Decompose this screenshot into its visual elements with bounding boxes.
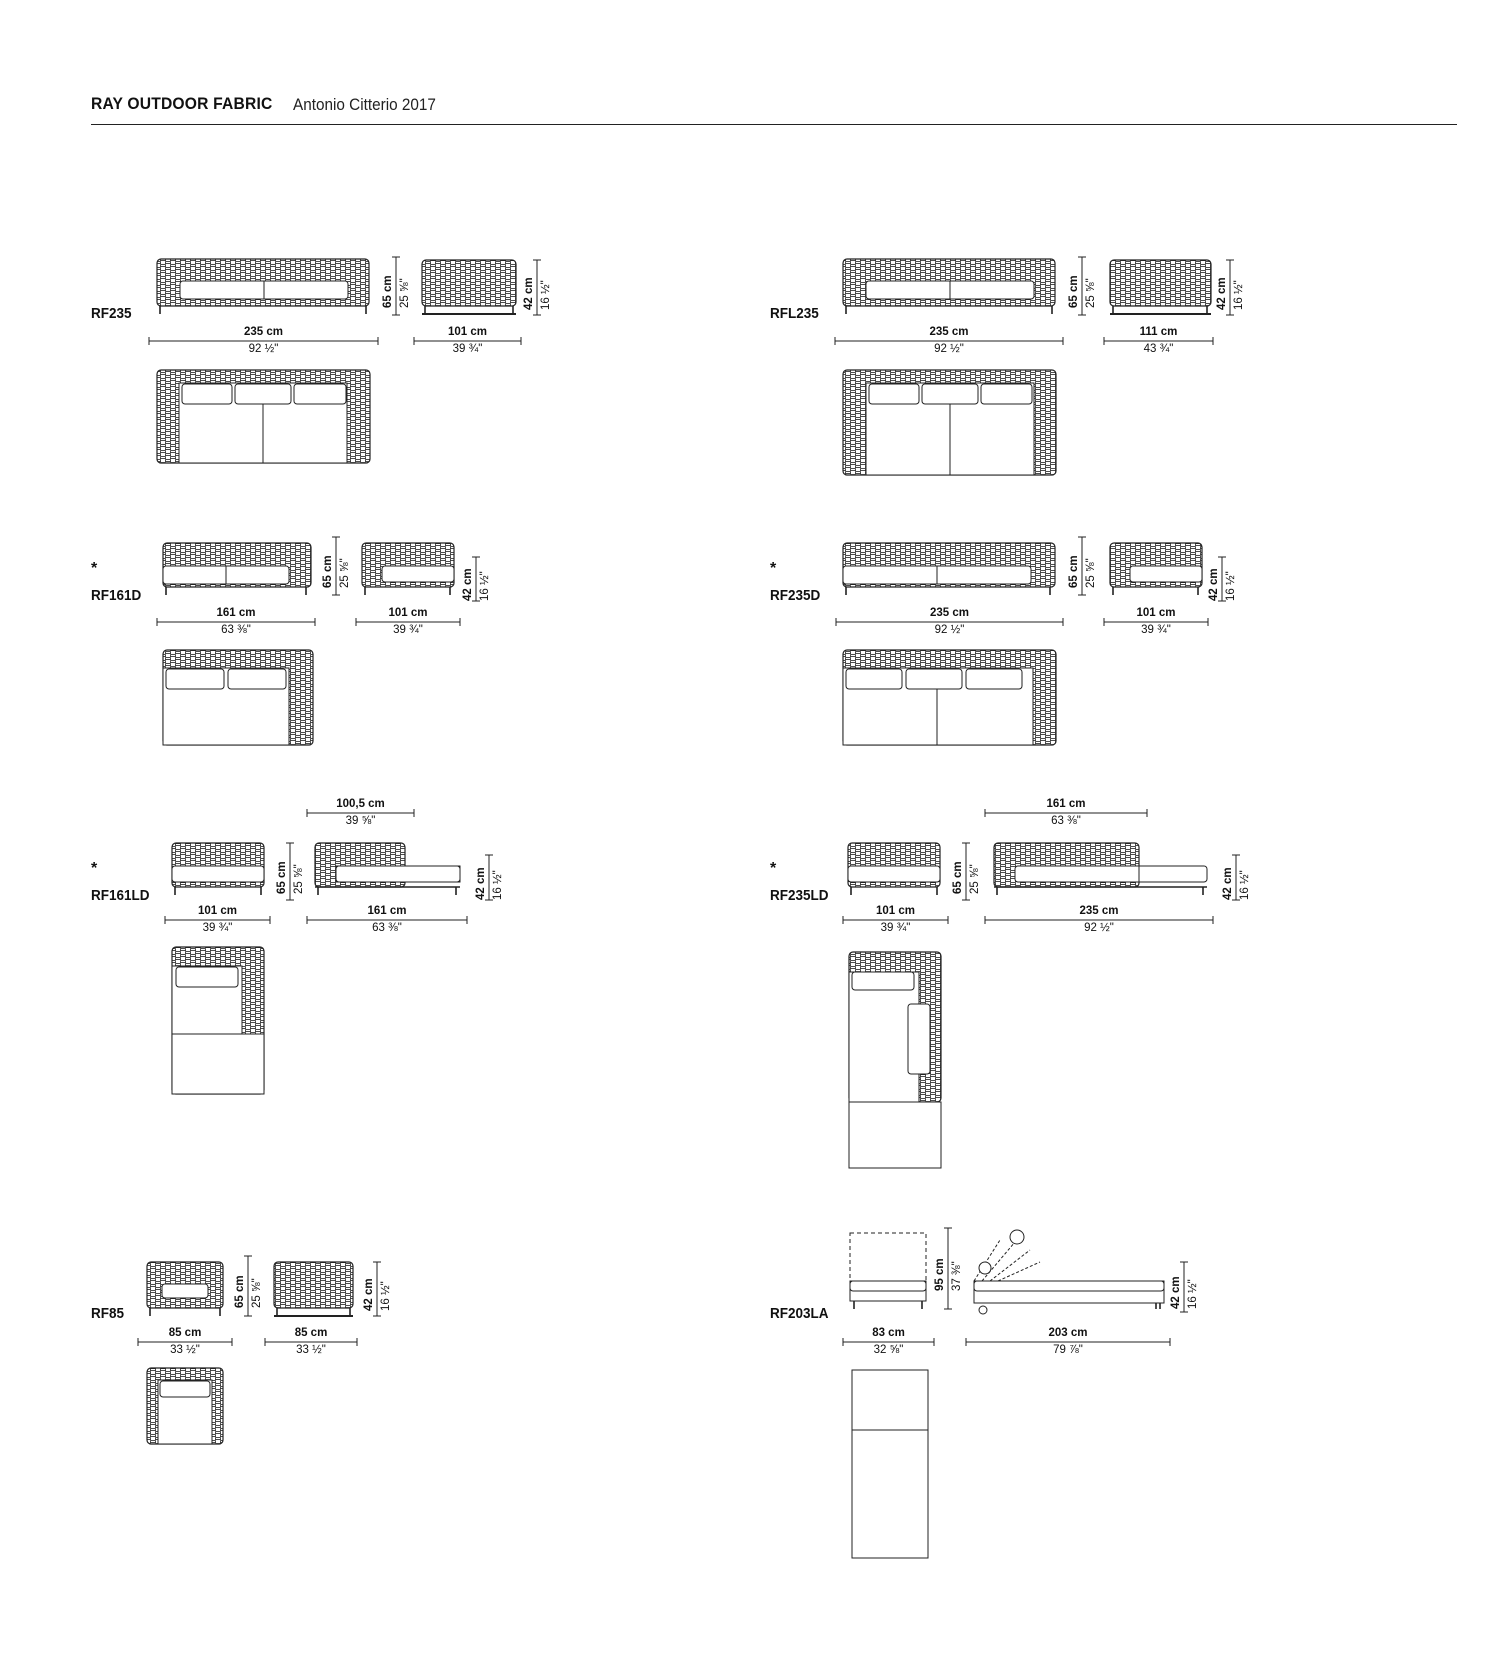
vertical-dimension-cm	[234, 1275, 246, 1308]
dim-in: 39 ⅝"	[345, 815, 376, 827]
dimension-label-cm	[836, 607, 1063, 619]
dim-cm: 101 cm	[1136, 607, 1176, 619]
vertical-dimension-in	[1233, 280, 1245, 310]
dim-in: 16 ½"	[1239, 869, 1251, 900]
dim-cm: 83 cm	[872, 1327, 905, 1339]
back-cushion	[176, 967, 238, 987]
model-code-text: RF235LD	[770, 887, 829, 904]
asterisk-note	[91, 560, 97, 578]
back-cushion	[846, 669, 902, 689]
dim-cm: 161 cm	[216, 607, 256, 619]
dim-cm: 65 cm	[276, 860, 288, 894]
dim-in: 43 ¾"	[1143, 343, 1174, 355]
dim-cm: 85 cm	[294, 1327, 328, 1339]
vertical-dimension-cm	[1170, 1276, 1182, 1309]
dimension-label-cm	[843, 905, 948, 917]
vertical-dimension-in	[293, 864, 305, 894]
dim-in: 63 ⅜"	[372, 922, 402, 934]
dim-cm: 65 cm	[382, 275, 394, 308]
vertical-dimension-in	[1187, 1279, 1199, 1309]
dimension-label-in	[414, 343, 521, 355]
dimension-label-cm	[265, 1327, 357, 1339]
vertical-dimension-in	[399, 278, 411, 308]
vertical-dimension-cm	[1068, 275, 1080, 308]
dim-cm: 42 cm	[523, 276, 535, 310]
dimension-label-in	[265, 1344, 357, 1356]
dimension-label-in	[157, 624, 315, 636]
dim-in: 39 ¾"	[393, 624, 423, 636]
back-cushion	[981, 384, 1032, 404]
dim-cm: 101 cm	[388, 607, 428, 619]
dimension-label-in	[966, 1344, 1170, 1356]
wheel	[979, 1306, 987, 1314]
vertical-dimension-in	[251, 1278, 263, 1308]
back-cushion	[852, 972, 914, 990]
dim-in: 16 ½"	[380, 1281, 392, 1311]
dim-in: 16 ½"	[479, 571, 491, 601]
vertical-dimension-cm	[462, 568, 474, 601]
model-code-text: RF161LD	[91, 887, 150, 904]
dimension-label-in	[985, 922, 1213, 934]
dim-cm: 161 cm	[367, 905, 407, 917]
vertical-dimension-cm	[322, 555, 334, 588]
dim-in: 25 ⅝"	[1085, 558, 1097, 588]
dimension-label-cm	[985, 798, 1147, 810]
dimension-label-cm	[149, 326, 378, 338]
model-code	[91, 587, 141, 604]
vertical-dimension-in	[1085, 558, 1097, 588]
dim-cm: 42 cm	[1170, 1276, 1182, 1309]
dim-cm: 101 cm	[447, 326, 487, 338]
dimension-label-cm	[1104, 326, 1213, 338]
dim-in: 92 ½"	[934, 624, 965, 636]
asterisk-note	[91, 860, 97, 878]
page-header	[91, 92, 1457, 125]
dim-cm: 235 cm	[1079, 905, 1119, 917]
model-code-text: RF235	[91, 305, 132, 322]
dimension-label-cm	[307, 905, 467, 917]
dim-cm: 42 cm	[475, 866, 487, 900]
model-code	[91, 305, 132, 322]
seat-cushion	[1130, 566, 1202, 582]
model-code-text: RF235D	[770, 587, 821, 604]
dimension-label-cm	[307, 798, 414, 810]
seat-cushion	[162, 1284, 208, 1298]
back-cushion	[160, 1381, 210, 1397]
dim-in: 92 ½"	[1084, 922, 1114, 934]
model-code	[770, 1305, 829, 1322]
vertical-dimension-cm	[952, 861, 964, 894]
model-code	[770, 305, 819, 322]
dim-in: 63 ⅜"	[221, 624, 251, 636]
vertical-dimension-cm	[475, 867, 487, 900]
seat-area	[172, 1034, 264, 1094]
vertical-dimension-cm	[363, 1278, 375, 1311]
dimension-label-in	[307, 815, 414, 827]
dimension-label-in	[1104, 624, 1208, 636]
seat-cushion	[848, 866, 940, 882]
vertical-dimension-cm	[934, 1258, 946, 1291]
vertical-dimension-cm	[276, 861, 288, 894]
collection-title: RAY OUTDOOR FABRIC	[91, 94, 273, 113]
dimension-label-in	[836, 624, 1063, 636]
sofa-side-elevation	[422, 260, 516, 306]
seat-cushion	[336, 866, 460, 882]
back-cushion	[182, 384, 232, 404]
seat-area	[849, 1102, 941, 1168]
model-code-text: RF161D	[91, 587, 142, 604]
dim-in: 16 ½"	[540, 279, 552, 310]
vertical-dimension-in	[1085, 278, 1097, 308]
vertical-dimension-cm	[1208, 568, 1220, 601]
dim-cm: 85 cm	[168, 1327, 202, 1339]
model-code	[91, 1305, 124, 1322]
dim-cm: 100,5 cm	[336, 798, 385, 810]
dim-in: 39 ¾"	[452, 343, 483, 355]
dimension-label-in	[138, 1344, 232, 1356]
dim-cm: 203 cm	[1048, 1327, 1088, 1339]
dim-cm: 42 cm	[1216, 276, 1228, 310]
armchair-side-elevation	[274, 1262, 353, 1308]
back-cushion	[228, 669, 286, 689]
dim-cm: 235 cm	[929, 607, 969, 619]
dimension-label-cm	[985, 905, 1213, 917]
model-code-text: RF85	[91, 1305, 125, 1322]
model-code-text: RF203LA	[770, 1305, 829, 1322]
reclined-back-outline	[850, 1233, 926, 1281]
dimension-label-cm	[414, 326, 521, 338]
dim-in: 16 ½"	[1187, 1279, 1199, 1309]
dimension-label-in	[149, 343, 378, 355]
back-cushion	[235, 384, 291, 404]
vertical-dimension-cm	[523, 277, 535, 310]
asterisk-note	[770, 560, 776, 578]
dim-cm: 65 cm	[1068, 275, 1080, 308]
vertical-dimension-in	[479, 571, 491, 601]
dim-in: 25 ⅝"	[293, 863, 305, 894]
dim-cm: 42 cm	[1208, 568, 1220, 601]
dimension-label-cm	[138, 1327, 232, 1339]
vertical-dimension-in	[339, 558, 351, 588]
seat-cushion	[1015, 866, 1207, 882]
dimension-label-cm	[165, 905, 270, 917]
dim-cm: 42 cm	[1222, 866, 1234, 900]
dim-in: 63 ⅜"	[1051, 815, 1081, 827]
reclining-arc	[974, 1240, 1040, 1281]
dim-in: 39 ¾"	[202, 922, 233, 934]
dimension-label-cm	[966, 1327, 1170, 1339]
dim-in: 92 ½"	[248, 343, 279, 355]
dim-in: 37 ⅜"	[951, 1260, 963, 1291]
asterisk: *	[770, 560, 777, 577]
dim-cm: 42 cm	[363, 1278, 375, 1311]
back-cushion	[294, 384, 346, 404]
dimension-label-in	[985, 815, 1147, 827]
dimension-label-in	[835, 343, 1063, 355]
dim-in: 25 ⅝"	[251, 1278, 263, 1308]
seat-cushion	[172, 866, 264, 882]
dimension-label-in	[1104, 343, 1213, 355]
back-cushion	[966, 669, 1022, 689]
vertical-dimension-cm	[1222, 867, 1234, 900]
dim-cm: 65 cm	[322, 555, 334, 588]
dim-in: 16 ½"	[492, 869, 504, 900]
dim-in: 25 ⅝"	[1085, 278, 1097, 308]
daybed-plan-view	[852, 1370, 928, 1558]
dim-cm: 101 cm	[875, 905, 915, 917]
dim-in: 39 ¾"	[1141, 624, 1171, 636]
dimension-label-in	[356, 624, 460, 636]
vertical-dimension-in	[1239, 870, 1251, 900]
dim-in: 25 ⅝"	[969, 863, 981, 894]
side-cushion	[908, 1004, 930, 1074]
vertical-dimension-cm	[1068, 555, 1080, 588]
dim-in: 33 ½"	[170, 1344, 200, 1356]
dim-in: 92 ½"	[934, 343, 964, 355]
model-code	[770, 587, 820, 604]
dim-in: 16 ½"	[1233, 279, 1245, 310]
dim-in: 39 ¾"	[880, 922, 911, 934]
dimension-label-cm	[1104, 607, 1208, 619]
dim-cm: 235 cm	[929, 326, 969, 338]
dim-cm: 65 cm	[1068, 555, 1080, 588]
dimension-label-in	[307, 922, 467, 934]
seat-cushion	[974, 1281, 1164, 1291]
vertical-dimension-cm	[382, 275, 394, 308]
vertical-dimension-in	[380, 1281, 392, 1311]
model-code	[770, 887, 829, 904]
head-cushion	[979, 1262, 991, 1274]
head-cushion	[1010, 1230, 1024, 1244]
dimension-label-cm	[157, 607, 315, 619]
asterisk: *	[91, 860, 98, 877]
dim-in: 25 ⅝"	[339, 558, 351, 588]
dim-in: 16 ½"	[1225, 571, 1237, 601]
dim-cm: 161 cm	[1046, 798, 1086, 810]
dim-in: 25 ⅝"	[399, 278, 411, 308]
vertical-dimension-in	[1225, 571, 1237, 601]
seat-cushion	[850, 1281, 926, 1291]
dim-cm: 95 cm	[934, 1257, 946, 1291]
dimension-label-in	[843, 922, 948, 934]
back-cushion	[869, 384, 919, 404]
dimension-label-in	[843, 1344, 934, 1356]
dimension-label-in	[165, 922, 270, 934]
dim-in: 32 ⅝"	[873, 1344, 904, 1356]
back-cushion	[922, 384, 978, 404]
seat-cushion	[382, 566, 454, 582]
asterisk: *	[770, 860, 777, 877]
vertical-dimension-in	[540, 280, 552, 310]
dim-cm: 101 cm	[197, 905, 237, 917]
asterisk-note	[770, 860, 776, 878]
back-cushion	[166, 669, 224, 689]
model-code-text: RFL235	[770, 305, 819, 322]
dimension-label-cm	[843, 1327, 934, 1339]
dim-cm: 65 cm	[234, 1275, 246, 1308]
dim-cm: 65 cm	[952, 860, 964, 894]
back-cushion	[906, 669, 962, 689]
dimension-label-cm	[356, 607, 460, 619]
vertical-dimension-in	[969, 864, 981, 894]
dim-cm: 235 cm	[243, 326, 283, 338]
dimension-label-cm	[835, 326, 1063, 338]
vertical-dimension-in	[951, 1261, 963, 1291]
model-code	[91, 887, 150, 904]
dim-in: 33 ½"	[296, 1344, 326, 1356]
vertical-dimension-in	[492, 870, 504, 900]
asterisk: *	[91, 560, 98, 577]
sofa-side-elevation	[1110, 260, 1211, 306]
vertical-dimension-cm	[1216, 277, 1228, 310]
dim-in: 79 ⅞"	[1053, 1344, 1083, 1356]
dim-cm: 42 cm	[462, 568, 474, 601]
dim-cm: 111 cm	[1139, 326, 1178, 338]
designer-credit: Antonio Citterio 2017	[293, 95, 436, 114]
